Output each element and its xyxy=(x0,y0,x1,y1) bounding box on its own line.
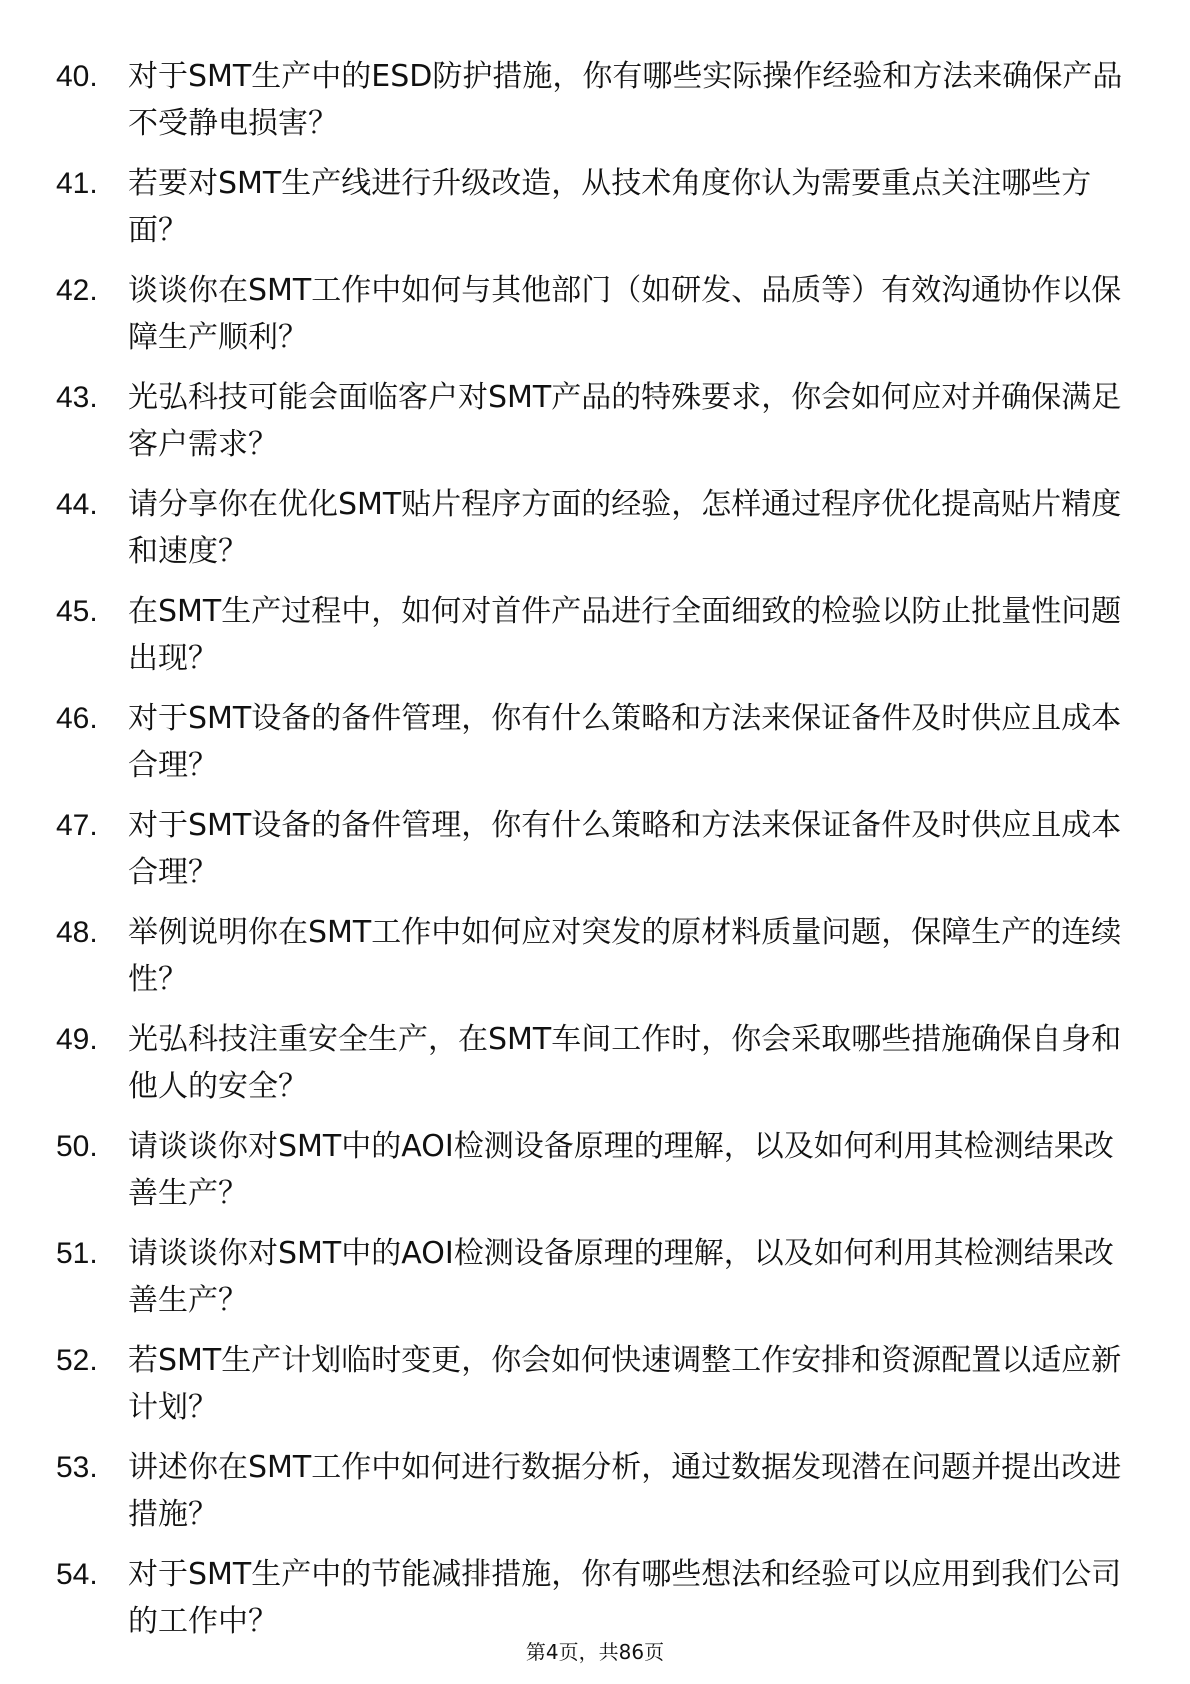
question-item xyxy=(56,53,1136,147)
question-item xyxy=(56,267,1136,361)
question-number: 49. xyxy=(56,1023,98,1056)
question-item xyxy=(56,909,1136,1003)
question-text: 若要对SMT生产线进行升级改造，从技术角度你认为需要重点关注哪些方面？ xyxy=(128,166,1092,248)
question-item xyxy=(56,1123,1136,1217)
question-text: 对于SMT设备的备件管理，你有什么策略和方法来保证备件及时供应且成本合理？ xyxy=(128,808,1122,890)
question-number: 42. xyxy=(56,274,98,307)
question-number: 47. xyxy=(56,809,98,842)
question-item xyxy=(56,802,1136,896)
question-text: 对于SMT生产中的ESD防护措施，你有哪些实际操作经验和方法来确保产品不受静电损害？ xyxy=(128,59,1123,141)
question-text: 光弘科技可能会面临客户对SMT产品的特殊要求，你会如何应对并确保满足客户需求？ xyxy=(128,380,1122,462)
question-number: 46. xyxy=(56,702,98,735)
question-number: 40. xyxy=(56,60,98,93)
question-number: 41. xyxy=(56,167,98,200)
question-item xyxy=(56,160,1136,254)
question-item xyxy=(56,1337,1136,1431)
question-number: 53. xyxy=(56,1451,98,1484)
question-item xyxy=(56,1551,1136,1645)
question-item xyxy=(56,1016,1136,1110)
question-item xyxy=(56,1444,1136,1538)
question-number: 51. xyxy=(56,1237,98,1270)
question-number: 45. xyxy=(56,595,98,628)
question-item xyxy=(56,374,1136,468)
question-item xyxy=(56,695,1136,789)
question-item xyxy=(56,481,1136,575)
question-number: 43. xyxy=(56,381,98,414)
page-number-footer: 第4页，共86页 xyxy=(525,1640,665,1664)
question-text: 光弘科技注重安全生产，在SMT车间工作时，你会采取哪些措施确保自身和他人的安全？ xyxy=(128,1022,1122,1104)
question-number: 52. xyxy=(56,1344,98,1377)
question-list xyxy=(56,53,1136,1658)
question-text: 举例说明你在SMT工作中如何应对突发的原材料质量问题，保障生产的连续性？ xyxy=(128,915,1122,997)
question-text: 请分享你在优化SMT贴片程序方面的经验，怎样通过程序优化提高贴片精度和速度？ xyxy=(128,487,1122,569)
question-text: 请谈谈你对SMT中的AOI检测设备原理的理解，以及如何利用其检测结果改善生产？ xyxy=(128,1129,1114,1211)
question-text: 谈谈你在SMT工作中如何与其他部门（如研发、品质等）有效沟通协作以保障生产顺利？ xyxy=(128,273,1122,355)
question-text: 在SMT生产过程中，如何对首件产品进行全面细致的检验以防止批量性问题出现？ xyxy=(128,594,1122,676)
question-text: 请谈谈你对SMT中的AOI检测设备原理的理解，以及如何利用其检测结果改善生产？ xyxy=(128,1236,1114,1318)
question-number: 50. xyxy=(56,1130,98,1163)
question-text: 对于SMT设备的备件管理，你有什么策略和方法来保证备件及时供应且成本合理？ xyxy=(128,701,1122,783)
question-number: 48. xyxy=(56,916,98,949)
question-item xyxy=(56,1230,1136,1324)
question-number: 54. xyxy=(56,1558,98,1591)
question-text: 若SMT生产计划临时变更，你会如何快速调整工作安排和资源配置以适应新计划？ xyxy=(128,1343,1122,1425)
question-item xyxy=(56,588,1136,682)
question-number: 44. xyxy=(56,488,98,521)
question-text: 讲述你在SMT工作中如何进行数据分析，通过数据发现潜在问题并提出改进措施？ xyxy=(128,1450,1122,1532)
question-text: 对于SMT生产中的节能减排措施，你有哪些想法和经验可以应用到我们公司的工作中？ xyxy=(128,1557,1122,1639)
